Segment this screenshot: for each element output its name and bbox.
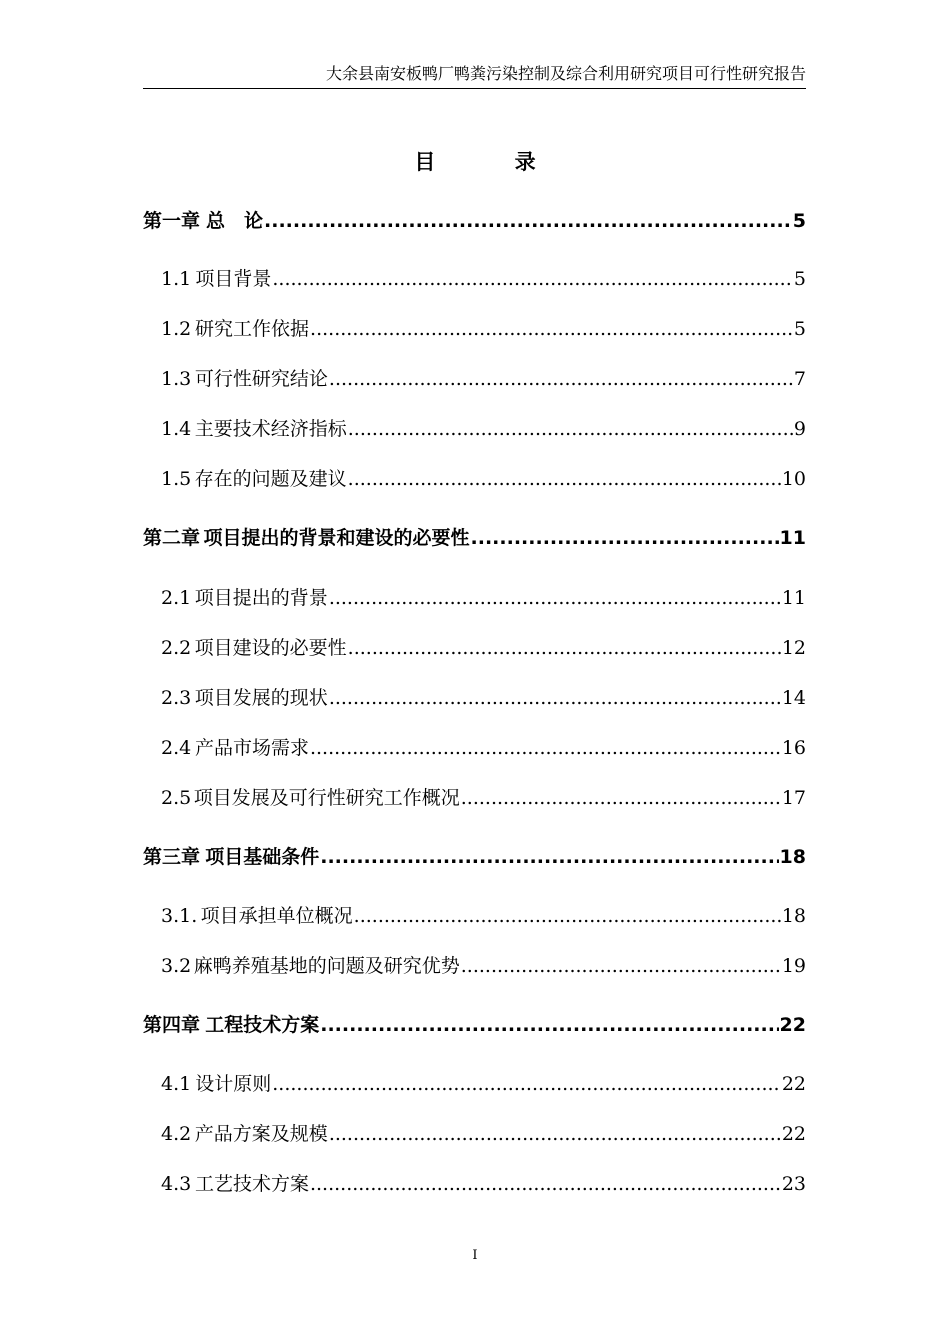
toc-entry-page: 5 [793,268,806,290]
toc-entry-label: 可行性研究结论 [194,368,328,390]
toc-entry-page: 23 [781,1173,806,1195]
toc-section-entry[interactable] [143,416,806,442]
toc-dot-leader [310,1171,781,1197]
toc-section-entry[interactable] [143,1171,806,1197]
toc-entry-number: 2.3 [161,687,192,709]
toc-entry-number: 4.2 [161,1123,192,1145]
toc-dot-leader [348,466,781,492]
toc-entry-page: 18 [781,905,806,927]
toc-entry-page: 10 [781,468,806,490]
toc-section-entry[interactable] [143,685,806,711]
toc-entry-label: 研究工作依据 [195,318,310,340]
toc-entry-number: 1.1 [161,268,192,290]
toc-entry-page: 18 [779,846,806,868]
toc-entry-page: 9 [793,418,806,440]
toc-dot-leader [461,953,781,979]
toc-dot-leader [329,1121,781,1147]
toc-dot-leader [320,1012,778,1038]
toc-chapter-entry[interactable] [143,525,806,551]
toc-section-entry[interactable] [143,316,806,342]
toc-entry-number: 4.1 [161,1073,192,1095]
toc-entry-number: 第二章 [143,527,201,549]
header-rule [143,88,806,89]
toc-entry-page: 14 [781,687,806,709]
toc-entry-number: 第三章 [143,846,201,868]
toc-entry-number: 1.3 [161,368,192,390]
toc-entry-label: 工艺技术方案 [194,1173,309,1195]
toc-section-entry[interactable] [143,635,806,661]
toc-section-entry[interactable] [143,785,806,811]
toc-dot-leader [329,685,781,711]
toc-section-entry[interactable] [143,266,806,292]
toc-entry-number: 3.2 [161,955,192,977]
toc-entry-label: 麻鸭养殖基地的问题及研究优势 [193,955,460,977]
toc-dot-leader [348,416,793,442]
toc-entry-number: 第四章 [143,1014,201,1036]
toc-entry-label: 工程技术方案 [205,1014,320,1036]
toc-entry-label: 主要技术经济指标 [194,418,347,440]
toc-entry-number: 第一章 [143,210,201,232]
toc-entry-label: 项目提出的背景 [194,587,328,609]
toc-section-entry[interactable] [143,585,806,611]
toc-entry-number: 2.5 [161,787,192,809]
toc-entry-label: 设计原则 [195,1073,272,1095]
toc-dot-leader [354,903,781,929]
toc-chapter-entry[interactable] [143,844,806,870]
toc-dot-leader [264,208,792,234]
toc-entry-number: 2.2 [161,637,192,659]
toc-section-entry[interactable] [143,903,806,929]
toc-entry-page: 7 [793,368,806,390]
toc-entry-label: 项目发展的现状 [194,687,328,709]
toc-entry-label: 总 论 [206,210,264,232]
toc-dot-leader [310,735,781,761]
toc-entry-page: 11 [781,587,806,609]
toc-entry-page: 12 [781,637,806,659]
toc-section-entry[interactable] [143,1071,806,1097]
toc-entry-page: 19 [781,955,806,977]
toc-entry-page: 5 [792,210,806,232]
toc-entry-label: 存在的问题及建议 [194,468,347,490]
toc-title: 目 录 [414,150,572,174]
toc-dot-leader [329,366,793,392]
toc-dot-leader [461,785,781,811]
toc-dot-leader [310,316,793,342]
toc-section-entry[interactable] [143,1121,806,1147]
toc-entry-label: 产品方案及规模 [194,1123,328,1145]
toc-entry-label: 项目提出的背景和建设的必要性 [203,527,470,549]
toc-entry-number: 3.1. [161,905,198,927]
toc-entry-label: 项目建设的必要性 [194,637,347,659]
toc-entry-label: 项目基础条件 [205,846,320,868]
toc-chapter-entry[interactable] [143,1012,806,1038]
toc-entry-label: 项目发展及可行性研究工作概况 [193,787,460,809]
toc-entry-number: 4.3 [161,1173,192,1195]
toc-entry-number: 2.1 [161,587,192,609]
toc-entry-number: 2.4 [161,737,192,759]
toc-chapter-entry[interactable] [143,208,806,234]
toc-section-entry[interactable] [143,366,806,392]
toc-dot-leader [471,525,779,551]
toc-entry-page: 5 [793,318,806,340]
toc-entry-number: 1.2 [161,318,192,340]
toc-entry-label: 项目承担单位概况 [200,905,353,927]
toc-section-entry[interactable] [143,953,806,979]
toc-section-entry[interactable] [143,735,806,761]
toc-dot-leader [320,844,778,870]
toc-section-entry[interactable] [143,466,806,492]
toc-entry-label: 产品市场需求 [194,737,309,759]
toc-entry-page: 17 [781,787,806,809]
page-number: I [472,1248,478,1263]
toc-entry-page: 22 [781,1123,806,1145]
toc-entry-number: 1.4 [161,418,192,440]
toc-entry-page: 22 [781,1073,806,1095]
toc-entry-page: 16 [781,737,806,759]
toc-entry-number: 1.5 [161,468,192,490]
toc-entry-page: 11 [779,527,806,549]
toc-dot-leader [348,635,781,661]
running-header: 大余县南安板鸭厂鸭粪污染控制及综合利用研究项目可行性研究报告 [325,64,806,83]
toc-dot-leader [329,585,781,611]
toc-entry-page: 22 [779,1014,806,1036]
toc-dot-leader [272,1071,781,1097]
toc-entry-label: 项目背景 [195,268,272,290]
toc-dot-leader [272,266,793,292]
